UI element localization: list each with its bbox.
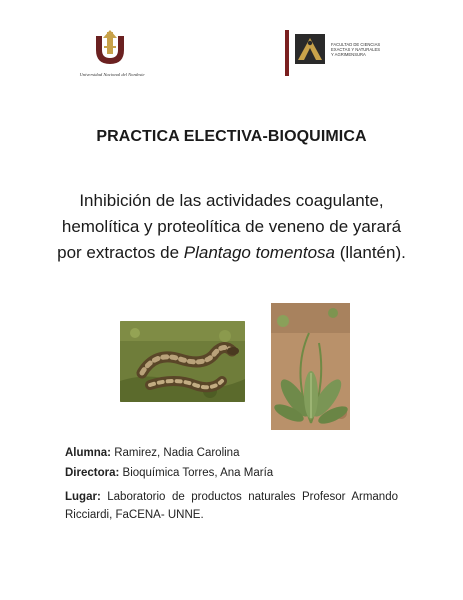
subtitle-text-2: (llantén).	[334, 243, 406, 262]
lugar-value: Laboratorio de productos naturales Profesor Armando Ricciardi, FaCENA- UNNE.	[65, 491, 398, 521]
faculty-logo-bar	[285, 30, 289, 76]
university-seal-icon	[92, 28, 128, 68]
alumna-label: Alumna:	[65, 447, 111, 459]
university-logo	[62, 28, 162, 86]
plant-photo-icon	[271, 303, 350, 430]
alumna-value: Ramirez, Nadia Carolina	[111, 447, 240, 459]
document-subtitle	[55, 188, 408, 266]
university-logo-caption: Universidad Nacional del Nordeste	[79, 72, 145, 77]
snake-photo-icon	[120, 321, 245, 402]
directora-line	[65, 467, 273, 479]
subtitle-species-italic: Plantago tomentosa	[183, 243, 335, 262]
snake-photo	[120, 321, 245, 402]
plant-photo	[271, 303, 350, 430]
faculty-logo	[285, 30, 415, 78]
lugar-line	[65, 488, 398, 524]
faculty-line-3: Y AGRIMENSURA	[331, 52, 366, 57]
faculty-line-1: FACULTAD DE CIENCIAS	[331, 42, 381, 47]
directora-value: Bioquímica Torres, Ana María	[119, 467, 274, 479]
document-title: PRACTICA ELECTIVA-BIOQUIMICA	[96, 128, 367, 145]
lugar-label: Lugar:	[65, 491, 101, 503]
subtitle-text-1: Inhibición de las actividades coagulante, hemolítica y proteolítica de veneno de yarará por extractos de	[57, 191, 402, 262]
faculty-logo-text	[331, 42, 401, 57]
faculty-line-2: EXACTAS Y NATURALES	[331, 47, 381, 52]
alumna-line	[65, 447, 239, 459]
directora-label: Directora:	[65, 467, 120, 479]
faculty-emblem-icon	[295, 34, 325, 64]
